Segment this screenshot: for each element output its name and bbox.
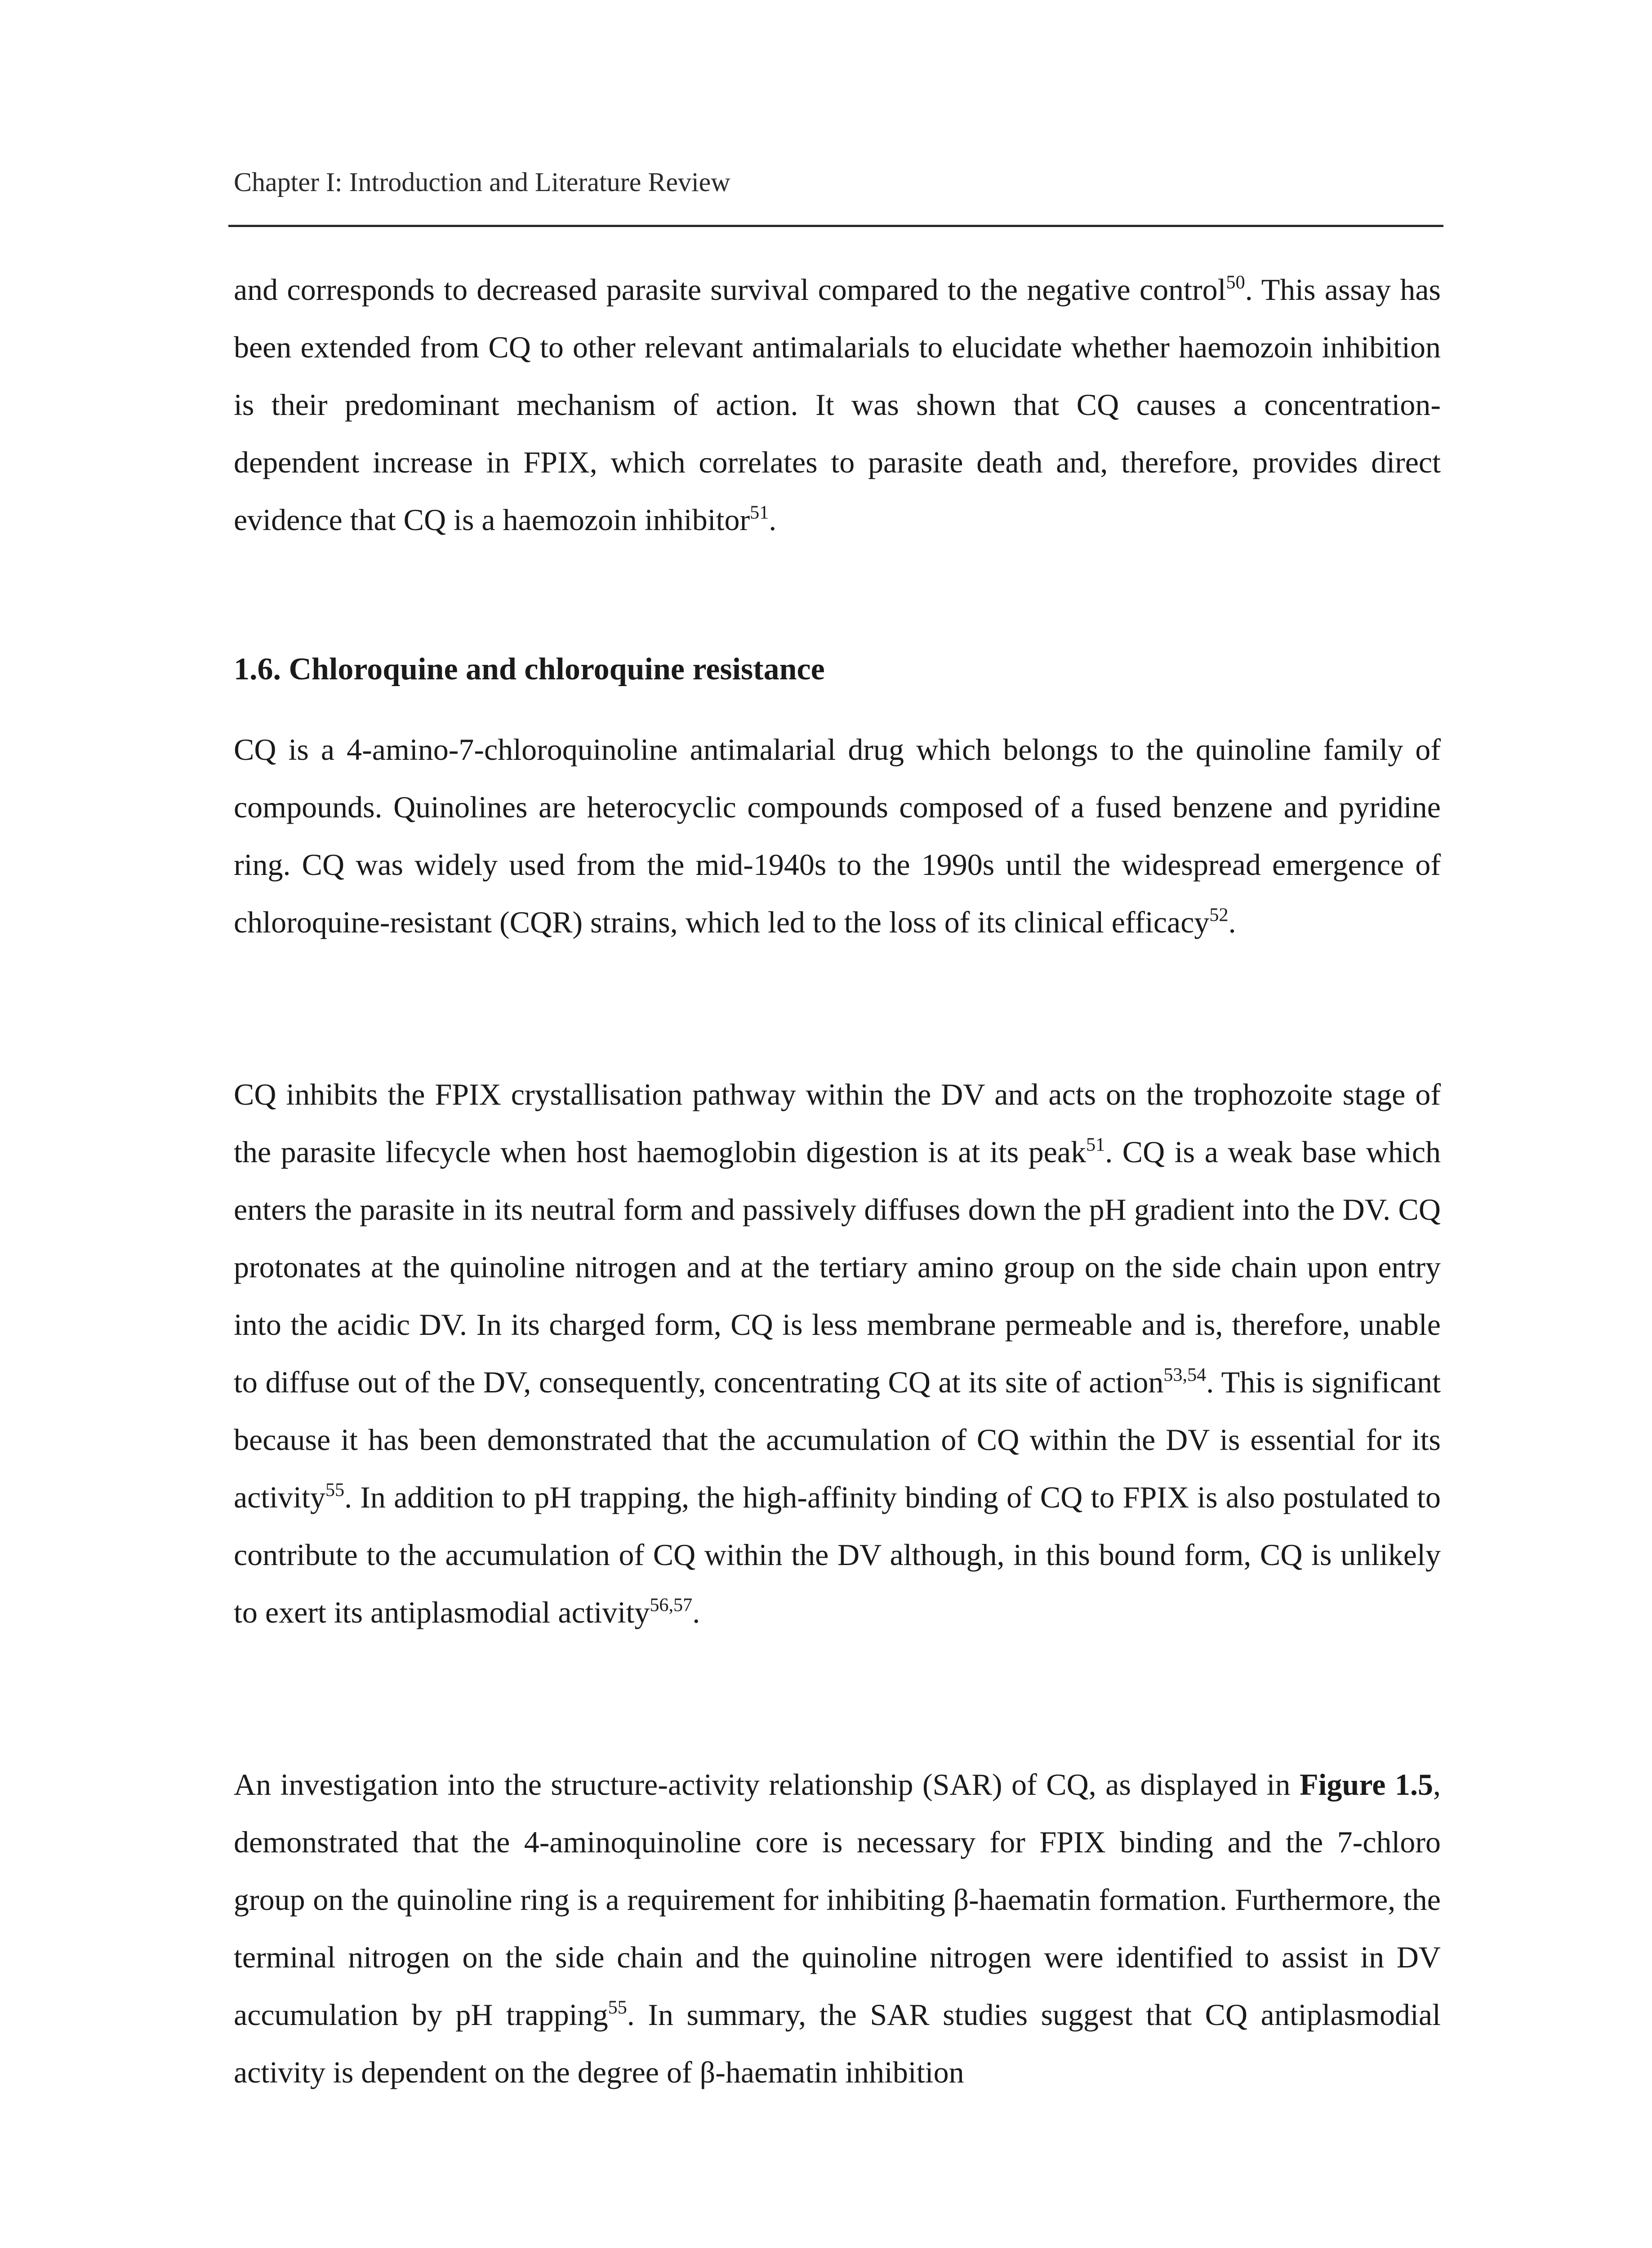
- citation-ref: 50: [1226, 272, 1245, 293]
- citation-ref: 53,54: [1163, 1364, 1207, 1386]
- text-run: CQ inhibits the FPIX crystallisation pathway within the DV and acts on the trophozoite stage of the parasite lifecycle when host haemoglobin digestion is at its peak: [234, 1077, 1441, 1169]
- citation-ref: 55: [608, 1997, 627, 2018]
- text-run: . This assay has been extended from CQ to other relevant antimalarials to elucidate whether haemozoin inhibition is their predominant mechanism of action. It was shown that CQ causes a concentration-dependent increase in FPIX, which correlates to parasite death and, therefore, provides direct evidence that CQ is a haemozoin inhibitor: [234, 272, 1441, 537]
- text-run: CQ is a 4-amino-7-chloroquinoline antimalarial drug which belongs to the quinoline family of compounds. Quinolines are heterocyclic compounds composed of a fused benzene and pyridine ring. CQ was widely used from the mid-1940s to the 1990s until the widespread emergence of chloroquine-resistant (CQR) strains, which led to the loss of its clinical efficacy: [234, 732, 1441, 939]
- citation-ref: 52: [1209, 904, 1229, 926]
- paragraph-haemozoin-assay: [234, 261, 1441, 549]
- section-heading: 1.6. Chloroquine and chloroquine resistance: [234, 652, 825, 687]
- citation-ref: 56,57: [650, 1594, 693, 1616]
- text-run: and corresponds to decreased parasite survival compared to the negative control: [234, 272, 1226, 307]
- citation-ref: 55: [325, 1479, 345, 1501]
- running-header: Chapter I: Introduction and Literature Review: [234, 167, 730, 197]
- text-run: .: [769, 503, 777, 537]
- citation-ref: 51: [1086, 1134, 1105, 1155]
- header-rule: [228, 225, 1443, 227]
- citation-ref: 51: [750, 502, 769, 523]
- figure-reference: Figure 1.5: [1300, 1767, 1433, 1802]
- text-run: An investigation into the structure-activity relationship (SAR) of CQ, as displayed in: [234, 1767, 1300, 1802]
- text-run: . CQ is a weak base which enters the parasite in its neutral form and passively diffuses down the pH gradient into the DV. CQ protonates at the quinoline nitrogen and at the tertiary amino group on the side chain upon entry into the acidic DV. In its charged form, CQ is less membrane permeable and is, therefore, unable to diffuse out of the DV, consequently, concentrating CQ at its site of action: [234, 1135, 1441, 1399]
- text-run: . In summary, the SAR studies suggest that CQ antiplasmodial activity is dependent on the degree of β-haematin inhibition: [234, 1998, 1441, 2089]
- text-run: .: [692, 1595, 700, 1629]
- paragraph-sar: [234, 1756, 1441, 2101]
- text-run: . In addition to pH trapping, the high-affinity binding of CQ to FPIX is also postulated to contribute to the accumulation of CQ within the DV although, in this bound form, CQ is unlikely to exert its antiplasmodial activity: [234, 1480, 1441, 1629]
- text-run: . This is significant because it has been demonstrated that the accumulation of CQ within the DV is essential for its activity: [234, 1365, 1441, 1514]
- text-run: , demonstrated that the 4-aminoquinoline core is necessary for FPIX binding and the 7-chloro group on the quinoline ring is a requirement for inhibiting β-haematin formation. Furthermore, the terminal nitrogen on the side chain and the quinoline nitrogen were identified to assist in DV accumulation by pH trapping: [234, 1767, 1441, 2032]
- body-text: [234, 261, 1441, 2101]
- paragraph-cq-definition: [234, 721, 1441, 951]
- text-run: .: [1228, 905, 1236, 939]
- paragraph-cq-mechanism: [234, 1066, 1441, 1641]
